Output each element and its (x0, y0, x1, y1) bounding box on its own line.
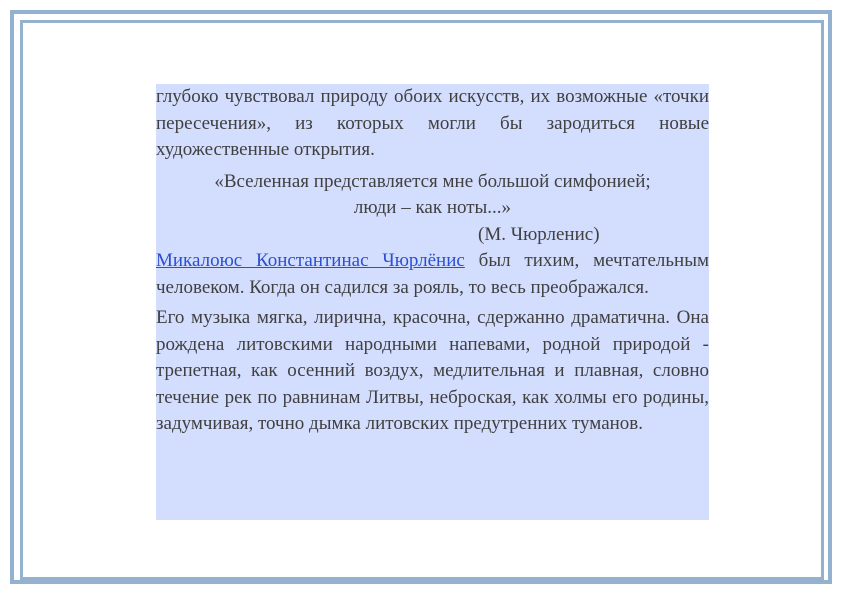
paragraph-music: Его музыка мягка, лирична, красочна, сдержанно драматична. Она рождена литовскими народными напевами, родной природой - трепетная, как осенний воздух, медлительная и плавная, словно течение рек по равнинам Литвы, неброская, как холмы его родины, задумчивая, точно дымка литовских предутренних туманов. (156, 307, 709, 434)
quote-line-2: люди – как ноты...» (353, 197, 512, 218)
paragraph-intro: глубоко чувствовал природу обоих искусств, их возможные «точки пересечения», из которых могли бы зародиться новые художественные открытия. (156, 86, 709, 160)
ciurlionis-link[interactable]: Микалоюс Константинас Чюрлёнис (156, 250, 465, 271)
paragraph-biography-text: был тихим, мечтательным человеком. Когда он садился за рояль, то весь преображался. (156, 250, 709, 298)
paragraph-biography (156, 248, 709, 301)
text-box[interactable] (156, 84, 709, 520)
quote-line-1: «Вселенная представляется мне большой симфонией; (214, 170, 651, 192)
quote-author: (М. Чюрленис) (478, 223, 600, 245)
